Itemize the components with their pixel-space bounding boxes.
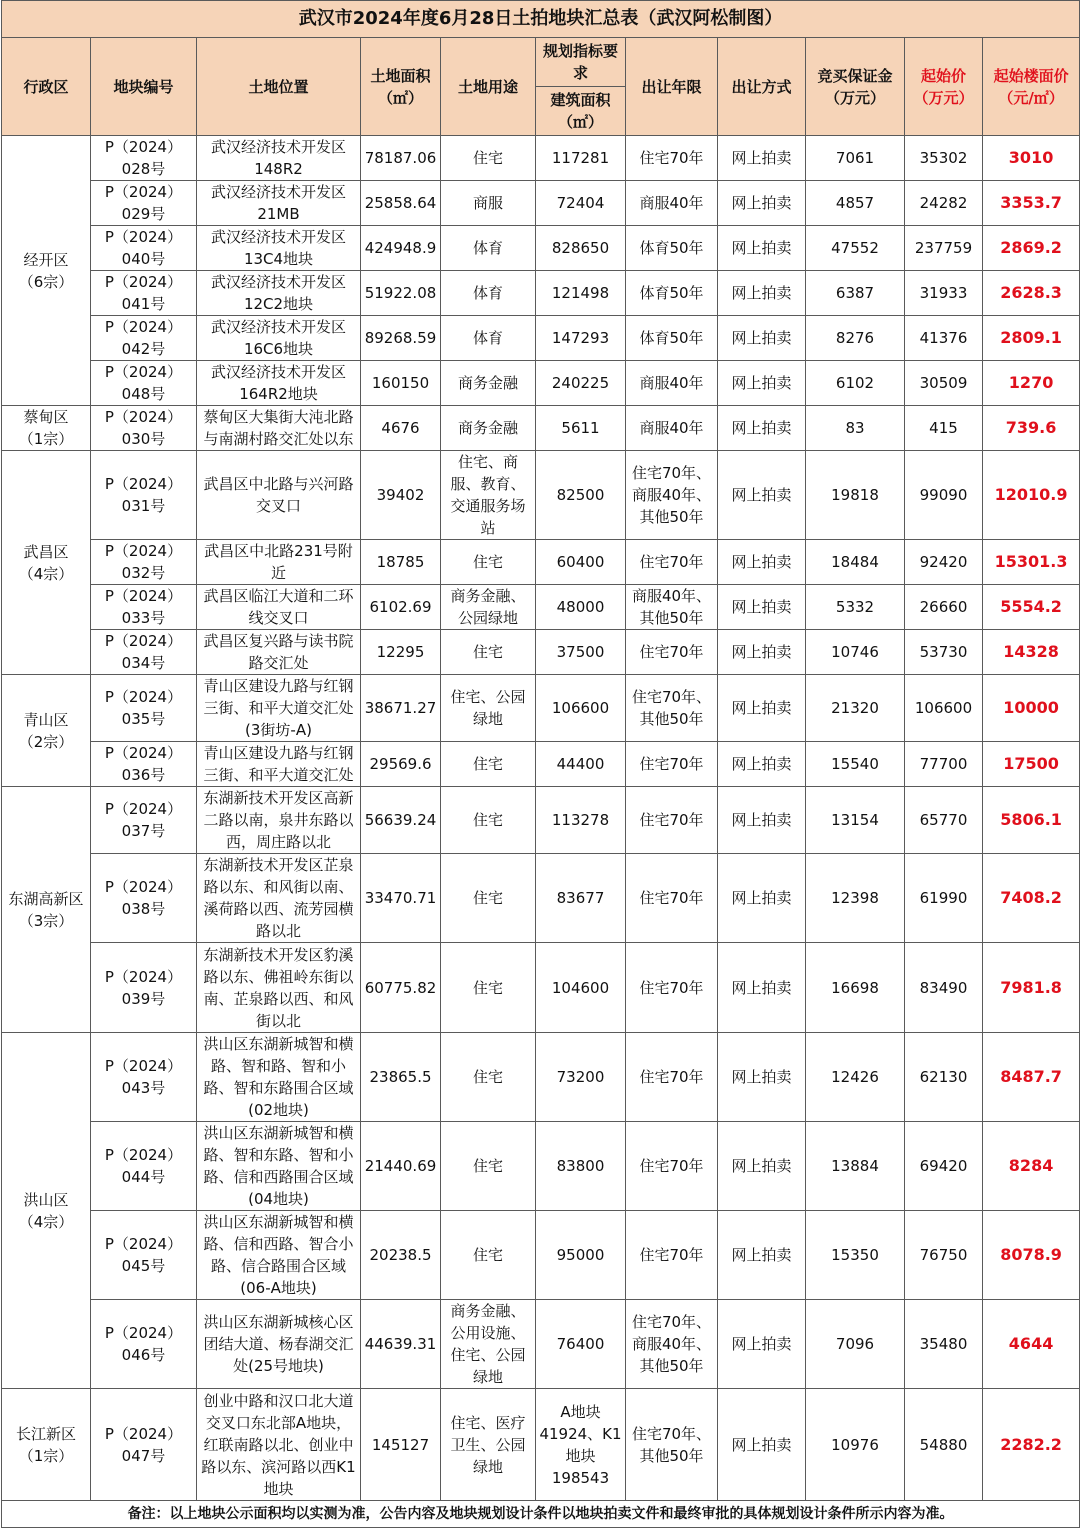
method-cell: 网上拍卖 — [718, 361, 806, 406]
location-cell: 创业中路和汉口北大道交叉口东北部A地块，红联南路以北、创业中路以东、滨河路以西K1地块 — [197, 1389, 361, 1501]
floor-price-cell: 7981.8 — [983, 943, 1080, 1033]
building-area-cell: 147293 — [536, 316, 626, 361]
start-price-cell: 99090 — [905, 451, 983, 540]
area-cell: 56639.24 — [361, 787, 441, 854]
area-cell: 44639.31 — [361, 1300, 441, 1389]
plot-no-cell: P（2024）037号 — [91, 787, 197, 854]
land-auction-table — [1, 0, 1080, 1528]
usage-cell: 住宅 — [441, 1211, 536, 1300]
location-cell: 洪山区东湖新城核心区团结大道、杨春湖交汇处(25号地块) — [197, 1300, 361, 1389]
floor-price-cell: 8284 — [983, 1122, 1080, 1211]
usage-cell: 商务金融、公园绿地 — [441, 585, 536, 630]
table-row — [2, 540, 1080, 585]
usage-cell: 体育 — [441, 271, 536, 316]
building-area-cell: 60400 — [536, 540, 626, 585]
method-cell: 网上拍卖 — [718, 406, 806, 451]
building-area-cell: 95000 — [536, 1211, 626, 1300]
table-row — [2, 316, 1080, 361]
floor-price-cell: 8078.9 — [983, 1211, 1080, 1300]
start-price-cell: 31933 — [905, 271, 983, 316]
start-price-cell: 92420 — [905, 540, 983, 585]
method-cell: 网上拍卖 — [718, 1211, 806, 1300]
building-area-cell: 82500 — [536, 451, 626, 540]
building-area-cell: 72404 — [536, 181, 626, 226]
start-price-cell: 61990 — [905, 854, 983, 943]
plot-no-cell: P（2024）041号 — [91, 271, 197, 316]
table-row — [2, 226, 1080, 271]
deposit-cell: 6102 — [806, 361, 905, 406]
deposit-cell: 18484 — [806, 540, 905, 585]
term-cell: 商服40年 — [626, 181, 718, 226]
district-cell: 洪山区 （4宗） — [2, 1033, 91, 1389]
plot-no-cell: P（2024）042号 — [91, 316, 197, 361]
start-price-cell: 26660 — [905, 585, 983, 630]
start-price-cell: 106600 — [905, 675, 983, 742]
start-price-cell: 69420 — [905, 1122, 983, 1211]
term-cell: 商服40年、其他50年 — [626, 585, 718, 630]
deposit-cell: 21320 — [806, 675, 905, 742]
area-cell: 29569.6 — [361, 742, 441, 787]
method-cell: 网上拍卖 — [718, 854, 806, 943]
usage-cell: 住宅 — [441, 136, 536, 181]
plot-no-cell: P（2024）034号 — [91, 630, 197, 675]
table-row — [2, 1389, 1080, 1501]
table-row — [2, 742, 1080, 787]
term-cell: 住宅70年、商服40年、其他50年 — [626, 451, 718, 540]
building-area-cell: 240225 — [536, 361, 626, 406]
floor-price-cell: 7408.2 — [983, 854, 1080, 943]
method-cell: 网上拍卖 — [718, 630, 806, 675]
area-cell: 424948.9 — [361, 226, 441, 271]
plot-no-cell: P（2024）031号 — [91, 451, 197, 540]
floor-price-cell: 10000 — [983, 675, 1080, 742]
method-cell: 网上拍卖 — [718, 271, 806, 316]
floor-price-cell: 14328 — [983, 630, 1080, 675]
floor-price-cell: 12010.9 — [983, 451, 1080, 540]
header-start-price: 起始价（万元） — [905, 38, 983, 136]
start-price-cell: 35302 — [905, 136, 983, 181]
deposit-cell: 7096 — [806, 1300, 905, 1389]
floor-price-cell: 4644 — [983, 1300, 1080, 1389]
deposit-cell: 15350 — [806, 1211, 905, 1300]
term-cell: 体育50年 — [626, 271, 718, 316]
method-cell: 网上拍卖 — [718, 136, 806, 181]
start-price-cell: 62130 — [905, 1033, 983, 1122]
area-cell: 33470.71 — [361, 854, 441, 943]
area-cell: 6102.69 — [361, 585, 441, 630]
usage-cell: 住宅 — [441, 943, 536, 1033]
floor-price-cell: 2869.2 — [983, 226, 1080, 271]
location-cell: 青山区建设九路与红钢三街、和平大道交汇处 — [197, 742, 361, 787]
usage-cell: 住宅 — [441, 854, 536, 943]
deposit-cell: 12398 — [806, 854, 905, 943]
method-cell: 网上拍卖 — [718, 316, 806, 361]
district-cell: 青山区 （2宗） — [2, 675, 91, 787]
term-cell: 体育50年 — [626, 316, 718, 361]
start-price-cell: 35480 — [905, 1300, 983, 1389]
deposit-cell: 5332 — [806, 585, 905, 630]
usage-cell: 住宅 — [441, 1122, 536, 1211]
term-cell: 住宅70年 — [626, 854, 718, 943]
building-area-cell: 73200 — [536, 1033, 626, 1122]
start-price-cell: 76750 — [905, 1211, 983, 1300]
location-cell: 洪山区东湖新城智和横路、信和西路、智合小路、信合路围合区域(06-A地块) — [197, 1211, 361, 1300]
usage-cell: 商务金融 — [441, 406, 536, 451]
plot-no-cell: P（2024）029号 — [91, 181, 197, 226]
location-cell: 洪山区东湖新城智和横路、智和东路、智和小路、信和西路围合区域(04地块) — [197, 1122, 361, 1211]
floor-price-cell: 2809.1 — [983, 316, 1080, 361]
floor-price-cell: 739.6 — [983, 406, 1080, 451]
usage-cell: 住宅 — [441, 540, 536, 585]
location-cell: 东湖新技术开发区芷泉路以东、和风街以南、溪荷路以西、流芳园横路以北 — [197, 854, 361, 943]
location-cell: 武汉经济技术开发区164R2地块 — [197, 361, 361, 406]
header-deposit: 竞买保证金（万元） — [806, 38, 905, 136]
area-cell: 18785 — [361, 540, 441, 585]
start-price-cell: 83490 — [905, 943, 983, 1033]
term-cell: 住宅70年、商服40年、其他50年 — [626, 1300, 718, 1389]
area-cell: 60775.82 — [361, 943, 441, 1033]
table-row — [2, 1300, 1080, 1389]
term-cell: 住宅70年 — [626, 1122, 718, 1211]
floor-price-cell: 1270 — [983, 361, 1080, 406]
building-area-cell: 104600 — [536, 943, 626, 1033]
floor-price-cell: 2282.2 — [983, 1389, 1080, 1501]
method-cell: 网上拍卖 — [718, 787, 806, 854]
location-cell: 蔡甸区大集街大沌北路与南湖村路交汇处以东 — [197, 406, 361, 451]
plot-no-cell: P（2024）028号 — [91, 136, 197, 181]
building-area-cell: 106600 — [536, 675, 626, 742]
term-cell: 住宅70年 — [626, 742, 718, 787]
method-cell: 网上拍卖 — [718, 675, 806, 742]
floor-price-cell: 8487.7 — [983, 1033, 1080, 1122]
start-price-cell: 77700 — [905, 742, 983, 787]
start-price-cell: 53730 — [905, 630, 983, 675]
area-cell: 78187.06 — [361, 136, 441, 181]
method-cell: 网上拍卖 — [718, 585, 806, 630]
area-cell: 160150 — [361, 361, 441, 406]
plot-no-cell: P（2024）035号 — [91, 675, 197, 742]
plot-no-cell: P（2024）030号 — [91, 406, 197, 451]
plot-no-cell: P（2024）045号 — [91, 1211, 197, 1300]
area-cell: 25858.64 — [361, 181, 441, 226]
table-row — [2, 271, 1080, 316]
header-row — [2, 38, 1080, 136]
table-row — [2, 630, 1080, 675]
header-usage: 土地用途 — [441, 38, 536, 136]
location-cell: 武昌区复兴路与读书院路交汇处 — [197, 630, 361, 675]
method-cell: 网上拍卖 — [718, 226, 806, 271]
building-area-cell: 44400 — [536, 742, 626, 787]
location-cell: 武昌区中北路231号附近 — [197, 540, 361, 585]
term-cell: 住宅70年、其他50年 — [626, 675, 718, 742]
deposit-cell: 47552 — [806, 226, 905, 271]
location-cell: 武昌区临江大道和二环线交叉口 — [197, 585, 361, 630]
usage-cell: 商务金融、公用设施、住宅、公园绿地 — [441, 1300, 536, 1389]
footnote: 备注：以上地块公示面积均以实测为准，公告内容及地块规划设计条件以地块拍卖文件和最终审批的具体规划设计条件所示内容为准。 — [2, 1501, 1080, 1528]
term-cell: 住宅70年 — [626, 1211, 718, 1300]
table-row — [2, 1211, 1080, 1300]
deposit-cell: 13884 — [806, 1122, 905, 1211]
district-cell: 东湖高新区 （3宗） — [2, 787, 91, 1033]
term-cell: 住宅70年、其他50年 — [626, 1389, 718, 1501]
deposit-cell: 4857 — [806, 181, 905, 226]
floor-price-cell: 17500 — [983, 742, 1080, 787]
term-cell: 住宅70年 — [626, 630, 718, 675]
usage-cell: 商务金融 — [441, 361, 536, 406]
term-cell: 住宅70年 — [626, 136, 718, 181]
table-row — [2, 585, 1080, 630]
method-cell: 网上拍卖 — [718, 540, 806, 585]
location-cell: 武汉经济技术开发区21MB — [197, 181, 361, 226]
header-district: 行政区 — [2, 38, 91, 136]
area-cell: 4676 — [361, 406, 441, 451]
plot-no-cell: P（2024）032号 — [91, 540, 197, 585]
location-cell: 武汉经济技术开发区13C4地块 — [197, 226, 361, 271]
deposit-cell: 12426 — [806, 1033, 905, 1122]
floor-price-cell: 3010 — [983, 136, 1080, 181]
floor-price-cell: 3353.7 — [983, 181, 1080, 226]
building-area-cell: 5611 — [536, 406, 626, 451]
start-price-cell: 30509 — [905, 361, 983, 406]
table-body — [2, 136, 1080, 1501]
floor-price-cell: 5554.2 — [983, 585, 1080, 630]
area-cell: 21440.69 — [361, 1122, 441, 1211]
table-title: 武汉市2024年度6月28日土拍地块汇总表（武汉阿松制图） — [2, 1, 1080, 38]
term-cell: 住宅70年 — [626, 787, 718, 854]
plot-no-cell: P（2024）040号 — [91, 226, 197, 271]
floor-price-cell: 2628.3 — [983, 271, 1080, 316]
deposit-cell: 6387 — [806, 271, 905, 316]
district-cell: 经开区 （6宗） — [2, 136, 91, 406]
deposit-cell: 8276 — [806, 316, 905, 361]
start-price-cell: 54880 — [905, 1389, 983, 1501]
usage-cell: 住宅、公园绿地 — [441, 675, 536, 742]
building-area-cell: 828650 — [536, 226, 626, 271]
method-cell: 网上拍卖 — [718, 1389, 806, 1501]
plot-no-cell: P（2024）039号 — [91, 943, 197, 1033]
method-cell: 网上拍卖 — [718, 181, 806, 226]
deposit-cell: 16698 — [806, 943, 905, 1033]
header-method: 出让方式 — [718, 38, 806, 136]
method-cell: 网上拍卖 — [718, 451, 806, 540]
usage-cell: 体育 — [441, 226, 536, 271]
building-area-cell: 113278 — [536, 787, 626, 854]
usage-cell: 体育 — [441, 316, 536, 361]
deposit-cell: 19818 — [806, 451, 905, 540]
term-cell: 体育50年 — [626, 226, 718, 271]
location-cell: 武昌区中北路与兴河路交叉口 — [197, 451, 361, 540]
method-cell: 网上拍卖 — [718, 742, 806, 787]
location-cell: 武汉经济技术开发区16C6地块 — [197, 316, 361, 361]
district-cell: 武昌区 （4宗） — [2, 451, 91, 675]
district-cell: 蔡甸区 （1宗） — [2, 406, 91, 451]
area-cell: 12295 — [361, 630, 441, 675]
term-cell: 住宅70年 — [626, 540, 718, 585]
usage-cell: 住宅、医疗卫生、公园绿地 — [441, 1389, 536, 1501]
method-cell: 网上拍卖 — [718, 1122, 806, 1211]
building-area-cell: 121498 — [536, 271, 626, 316]
table-row — [2, 1033, 1080, 1122]
deposit-cell: 13154 — [806, 787, 905, 854]
term-cell: 商服40年 — [626, 361, 718, 406]
table-row — [2, 675, 1080, 742]
table-row — [2, 943, 1080, 1033]
table-row — [2, 136, 1080, 181]
area-cell: 89268.59 — [361, 316, 441, 361]
area-cell: 39402 — [361, 451, 441, 540]
building-area-cell: 83800 — [536, 1122, 626, 1211]
usage-cell: 住宅 — [441, 630, 536, 675]
deposit-cell: 7061 — [806, 136, 905, 181]
location-cell: 东湖新技术开发区高新二路以南，泉井东路以西，周庄路以北 — [197, 787, 361, 854]
deposit-cell: 10976 — [806, 1389, 905, 1501]
usage-cell: 住宅 — [441, 787, 536, 854]
location-cell: 洪山区东湖新城智和横路、智和路、智和小路、智和东路围合区域(02地块) — [197, 1033, 361, 1122]
building-area-cell: A地块41924、K1地块198543 — [536, 1389, 626, 1501]
location-cell: 武汉经济技术开发区148R2 — [197, 136, 361, 181]
header-floor-price: 起始楼面价（元/㎡） — [983, 38, 1080, 136]
method-cell: 网上拍卖 — [718, 1033, 806, 1122]
plot-no-cell: P（2024）038号 — [91, 854, 197, 943]
floor-price-cell: 15301.3 — [983, 540, 1080, 585]
header-plot-no: 地块编号 — [91, 38, 197, 136]
building-area-cell: 37500 — [536, 630, 626, 675]
area-cell: 145127 — [361, 1389, 441, 1501]
plot-no-cell: P（2024）036号 — [91, 742, 197, 787]
deposit-cell: 83 — [806, 406, 905, 451]
usage-cell: 住宅 — [441, 742, 536, 787]
start-price-cell: 24282 — [905, 181, 983, 226]
deposit-cell: 15540 — [806, 742, 905, 787]
header-plan — [536, 38, 626, 136]
building-area-cell: 117281 — [536, 136, 626, 181]
building-area-cell: 76400 — [536, 1300, 626, 1389]
plot-no-cell: P（2024）047号 — [91, 1389, 197, 1501]
area-cell: 51922.08 — [361, 271, 441, 316]
location-cell: 青山区建设九路与红钢三街、和平大道交汇处(3街坊-A) — [197, 675, 361, 742]
method-cell: 网上拍卖 — [718, 943, 806, 1033]
term-cell: 商服40年 — [626, 406, 718, 451]
header-location: 土地位置 — [197, 38, 361, 136]
usage-cell: 住宅、商服、教育、交通服务场站 — [441, 451, 536, 540]
header-plan-bottom: 建筑面积（㎡） — [550, 91, 611, 131]
term-cell: 住宅70年 — [626, 943, 718, 1033]
header-plan-top: 规划指标要求 — [536, 38, 625, 87]
plot-no-cell: P（2024）044号 — [91, 1122, 197, 1211]
area-cell: 20238.5 — [361, 1211, 441, 1300]
start-price-cell: 415 — [905, 406, 983, 451]
district-cell: 长江新区 （1宗） — [2, 1389, 91, 1501]
table-row — [2, 854, 1080, 943]
table-row — [2, 181, 1080, 226]
usage-cell: 住宅 — [441, 1033, 536, 1122]
building-area-cell: 83677 — [536, 854, 626, 943]
table-row — [2, 1122, 1080, 1211]
start-price-cell: 41376 — [905, 316, 983, 361]
table-row — [2, 787, 1080, 854]
start-price-cell: 65770 — [905, 787, 983, 854]
start-price-cell: 237759 — [905, 226, 983, 271]
location-cell: 武汉经济技术开发区12C2地块 — [197, 271, 361, 316]
floor-price-cell: 5806.1 — [983, 787, 1080, 854]
area-cell: 23865.5 — [361, 1033, 441, 1122]
header-term: 出让年限 — [626, 38, 718, 136]
table-row — [2, 406, 1080, 451]
location-cell: 东湖新技术开发区豹溪路以东、佛祖岭东街以南、芷泉路以西、和风街以北 — [197, 943, 361, 1033]
plot-no-cell: P（2024）048号 — [91, 361, 197, 406]
table-row — [2, 361, 1080, 406]
plot-no-cell: P（2024）033号 — [91, 585, 197, 630]
plot-no-cell: P（2024）043号 — [91, 1033, 197, 1122]
usage-cell: 商服 — [441, 181, 536, 226]
building-area-cell: 48000 — [536, 585, 626, 630]
table-row — [2, 451, 1080, 540]
term-cell: 住宅70年 — [626, 1033, 718, 1122]
deposit-cell: 10746 — [806, 630, 905, 675]
plot-no-cell: P（2024）046号 — [91, 1300, 197, 1389]
header-area: 土地面积（㎡） — [361, 38, 441, 136]
method-cell: 网上拍卖 — [718, 1300, 806, 1389]
area-cell: 38671.27 — [361, 675, 441, 742]
